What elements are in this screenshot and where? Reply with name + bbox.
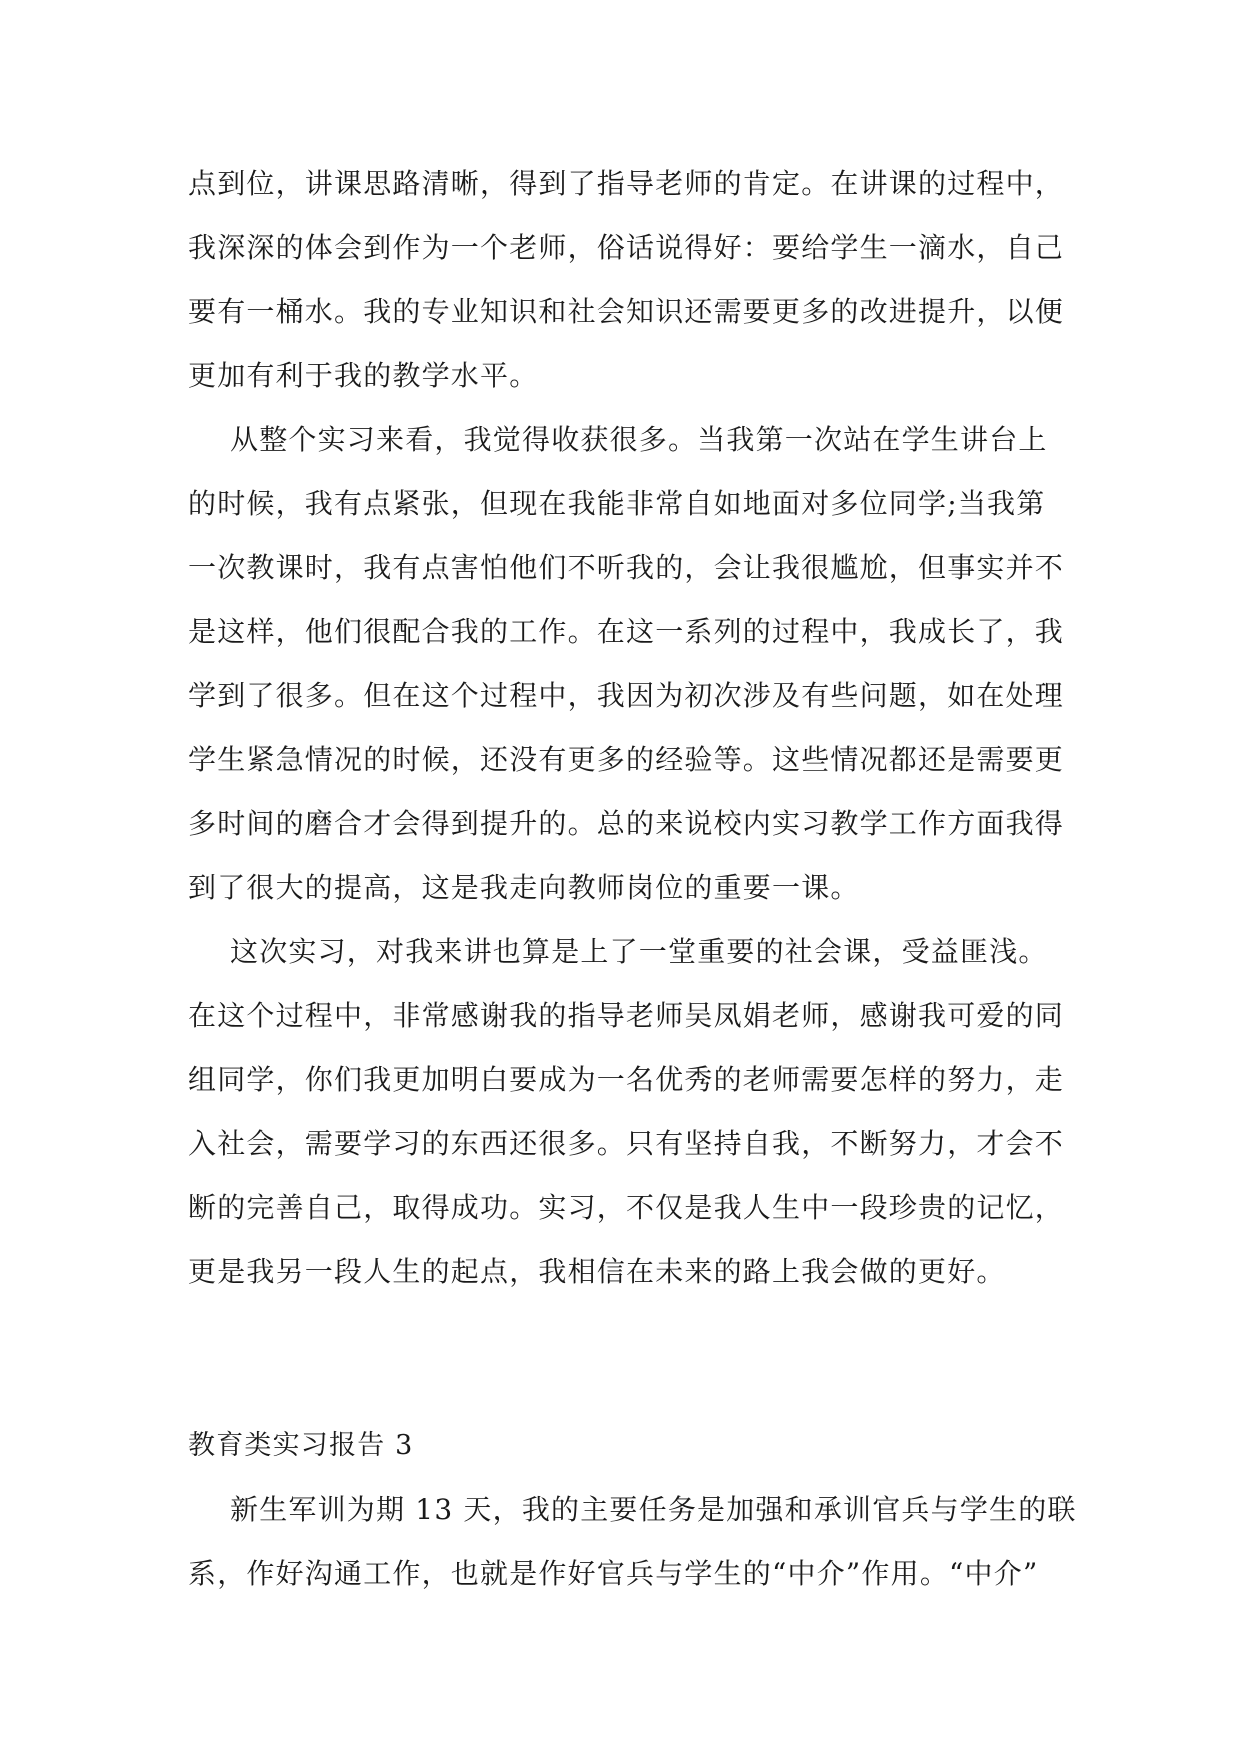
text-line: 更加有利于我的教学水平。 <box>188 359 539 392</box>
text-line: 断的完善自己，取得成功。实习，不仅是我人生中一段珍贵的记忆， <box>188 1191 1065 1224</box>
text-line: 多时间的磨合才会得到提升的。总的来说校内实习教学工作方面我得 <box>188 807 1065 840</box>
text-line: 到了很大的提高，这是我走向教师岗位的重要一课。 <box>188 871 860 904</box>
text-line: 学到了很多。但在这个过程中，我因为初次涉及有些问题，如在处理 <box>188 679 1065 712</box>
text-line: 点到位，讲课思路清晰，得到了指导老师的肯定。在讲课的过程中， <box>188 167 1065 200</box>
text-line: 这次实习，对我来讲也算是上了一堂重要的社会课，受益匪浅。 <box>230 935 1048 968</box>
text-line: 新生军训为期 13 天，我的主要任务是加强和承训官兵与学生的联 <box>230 1493 1077 1526</box>
text-line: 要有一桶水。我的专业知识和社会知识还需要更多的改进提升，以便 <box>188 295 1065 328</box>
section-heading <box>188 1414 1058 1478</box>
text-line: 我深深的体会到作为一个老师，俗话说得好：要给学生一滴水，自己 <box>188 231 1065 264</box>
section-paragraph <box>188 1478 1077 1606</box>
text-line: 系，作好沟通工作，也就是作好官兵与学生的“中介”作用。“中介” <box>188 1557 1039 1590</box>
text-line: 入社会，需要学习的东西还很多。只有坚持自我，不断努力，才会不 <box>188 1127 1065 1160</box>
text-line: 一次教课时，我有点害怕他们不听我的，会让我很尴尬，但事实并不 <box>188 551 1065 584</box>
paragraph-1 <box>188 152 1065 408</box>
paragraph-2 <box>188 408 1065 920</box>
text-line: 组同学，你们我更加明白要成为一名优秀的老师需要怎样的努力，走 <box>188 1063 1065 1096</box>
text-line: 更是我另一段人生的起点，我相信在未来的路上我会做的更好。 <box>188 1255 1006 1288</box>
section-heading-text: 教育类实习报告 3 <box>188 1430 414 1461</box>
text-line: 从整个实习来看，我觉得收获很多。当我第一次站在学生讲台上 <box>230 423 1048 456</box>
text-line: 学生紧急情况的时候，还没有更多的经验等。这些情况都还是需要更 <box>188 743 1065 776</box>
text-line: 在这个过程中，非常感谢我的指导老师吴凤娟老师，感谢我可爱的同 <box>188 999 1065 1032</box>
text-line: 的时候，我有点紧张，但现在我能非常自如地面对多位同学;当我第 <box>188 487 1046 520</box>
paragraph-3 <box>188 920 1065 1304</box>
document-body <box>188 152 1077 1606</box>
text-line: 是这样，他们很配合我的工作。在这一系列的过程中，我成长了，我 <box>188 615 1065 648</box>
